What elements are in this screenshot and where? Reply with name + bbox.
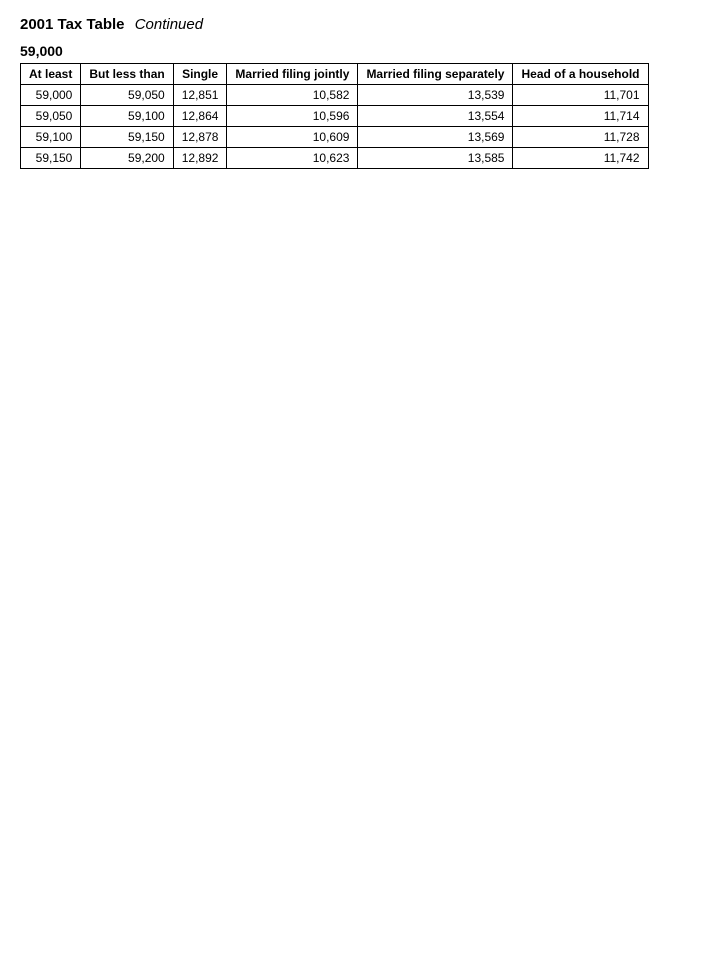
table-cell: 59,050 (21, 106, 81, 127)
table-cell: 59,100 (21, 127, 81, 148)
column-header: Married filing separately (358, 64, 513, 85)
title-text: 2001 Tax Table (20, 16, 125, 33)
table-cell: 12,878 (173, 127, 227, 148)
table-cell: 13,585 (358, 148, 513, 169)
table-cell: 59,050 (81, 85, 173, 106)
table-row (21, 127, 649, 148)
table-cell: 10,596 (227, 106, 358, 127)
table-row (21, 85, 649, 106)
header-row (21, 64, 649, 85)
table-cell: 12,864 (173, 106, 227, 127)
table-cell: 59,150 (21, 148, 81, 169)
table-cell: 12,892 (173, 148, 227, 169)
section-heading: 59,000 (20, 43, 63, 59)
page-title (20, 16, 701, 33)
table-cell: 59,100 (81, 106, 173, 127)
continued-label: Continued (134, 16, 204, 33)
table-cell: 12,851 (173, 85, 227, 106)
table-cell: 59,000 (21, 85, 81, 106)
table-cell: 10,582 (227, 85, 358, 106)
table-cell: 11,742 (513, 148, 648, 169)
table-cell: 59,150 (81, 127, 173, 148)
table-cell: 11,701 (513, 85, 648, 106)
tax-table (20, 63, 649, 169)
table-cell: 10,623 (227, 148, 358, 169)
table-cell: 13,569 (358, 127, 513, 148)
table-cell: 11,714 (513, 106, 648, 127)
column-header: Head of a household (513, 64, 648, 85)
table-cell: 11,728 (513, 127, 648, 148)
table-cell: 13,539 (358, 85, 513, 106)
table-row (21, 148, 649, 169)
table-row (21, 106, 649, 127)
column-header: Married filing jointly (227, 64, 358, 85)
column-header: Single (173, 64, 227, 85)
table-cell: 59,200 (81, 148, 173, 169)
table-cell: 10,609 (227, 127, 358, 148)
column-header: But less than (81, 64, 173, 85)
table-cell: 13,554 (358, 106, 513, 127)
column-header: At least (21, 64, 81, 85)
